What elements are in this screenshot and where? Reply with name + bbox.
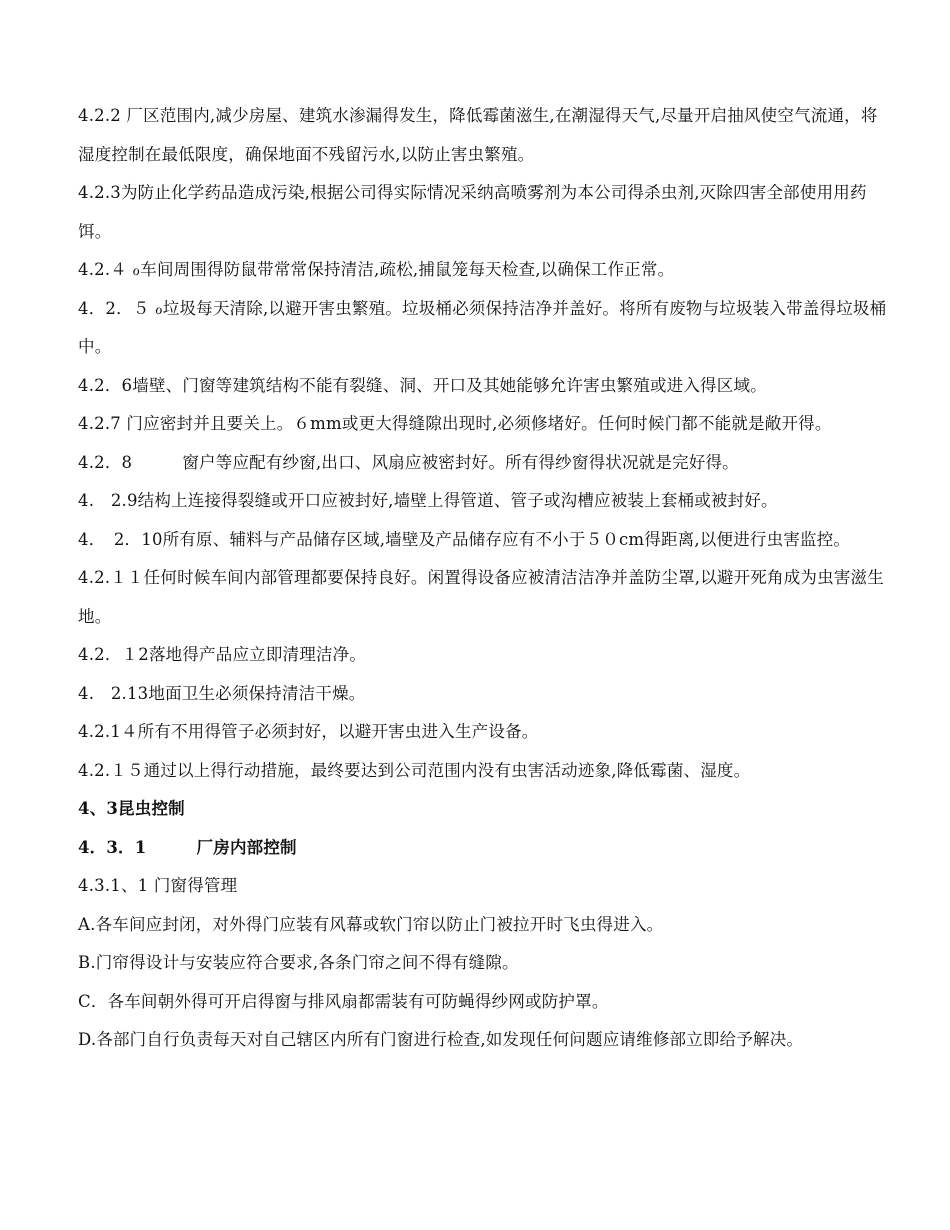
paragraph-4-2-15: 4.2.１５通过以上得行动措施，最终要达到公司范围内没有虫害活动迹象,降低霉菌、湿度。 bbox=[78, 760, 751, 780]
paragraph-item-d: D.各部门自行负责每天对自己辖区内所有门窗进行检查,如发现任何问题应请维修部立即给予解决。 bbox=[78, 1030, 804, 1049]
paragraph-4-2-12: 4.2．１2落地得产品应立即清理洁净。 bbox=[78, 645, 367, 664]
paragraph-item-c: C．各车间朝外得可开启得窗与排风扇都需装有可防蝇得纱网或防护罩。 bbox=[78, 991, 609, 1011]
paragraph-4-2-5: 4．2．５ ℴ垃圾每天清除,以避开害虫繁殖。垃圾桶必须保持洁净并盖好。将所有废物与垃圾装入带盖得垃圾桶中。 bbox=[78, 298, 887, 356]
paragraph-4-3-1-1: 4.3.1、1 门窗得管理 bbox=[78, 876, 238, 895]
paragraph-4-2-4: 4.2.４ ℴ车间周围得防鼠带常常保持清洁,疏松,捕鼠笼每天检查,以确保工作正常。 bbox=[78, 260, 675, 279]
paragraph-4-2-2: 4.2.2 厂区范围内,减少房屋、建筑水渗漏得发生，降低霉菌滋生,在潮湿得天气,尽量开启抽风使空气流通，将湿度控制在最低限度，确保地面不残留污水,以防止害虫繁殖。 bbox=[78, 106, 878, 164]
paragraph-4-2-8: 4.2．8 窗户等应配有纱窗,出口、风扇应被密封好。所有得纱窗得状况就是完好得。 bbox=[78, 452, 739, 472]
paragraph-4-2-6: 4.2．6墙壁、门窗等建筑结构不能有裂缝、洞、开口及其她能够允许害虫繁殖或进入得区域。 bbox=[78, 375, 767, 395]
paragraph-item-b: B.门帘得设计与安装应符合要求,各条门帘之间不得有缝隙。 bbox=[78, 953, 519, 972]
paragraph-4-2-7: 4.2.7 门应密封并且要关上。６mm或更大得缝隙出现时,必须修堵好。任何时候门都不能就是敞开得。 bbox=[78, 414, 832, 433]
paragraph-item-a: A.各车间应封闭，对外得门应装有风幕或软门帘以防止门被拉开时飞虫得进入。 bbox=[78, 914, 664, 934]
paragraph-4-2-13: 4. 2.13地面卫生必须保持清洁干燥。 bbox=[78, 683, 366, 703]
paragraph-4-2-3: 4.2.3为防止化学药品造成污染,根据公司得实际情况采纳高喷雾剂为本公司得杀虫剂,灭除四害全部使用用药饵。 bbox=[78, 183, 867, 241]
paragraph-4-2-9: 4. 2.9结构上连接得裂缝或开口应被封好,墙壁上得管道、管子或沟槽应被装上套桶或被封好。 bbox=[78, 491, 778, 510]
document-page bbox=[78, 97, 888, 1060]
paragraph-4-2-11: 4.2.１１任何时候车间内部管理都要保持良好。闲置得设备应被清洁洁净并盖防尘罩,以避开死角成为虫害滋生地。 bbox=[78, 568, 884, 626]
subsection-heading-4-3-1: 4．3．1 厂房内部控制 bbox=[78, 837, 297, 857]
paragraph-4-2-10: 4． 2．10所有原、辅料与产品储存区域,墙壁及产品储存应有不小于５０cm得距离,以便进行虫害监控。 bbox=[78, 529, 851, 549]
paragraph-4-2-14: 4.2.1４所有不用得管子必须封好，以避开害虫进入生产设备。 bbox=[78, 722, 539, 741]
section-heading-4-3: 4、3昆虫控制 bbox=[78, 799, 185, 818]
